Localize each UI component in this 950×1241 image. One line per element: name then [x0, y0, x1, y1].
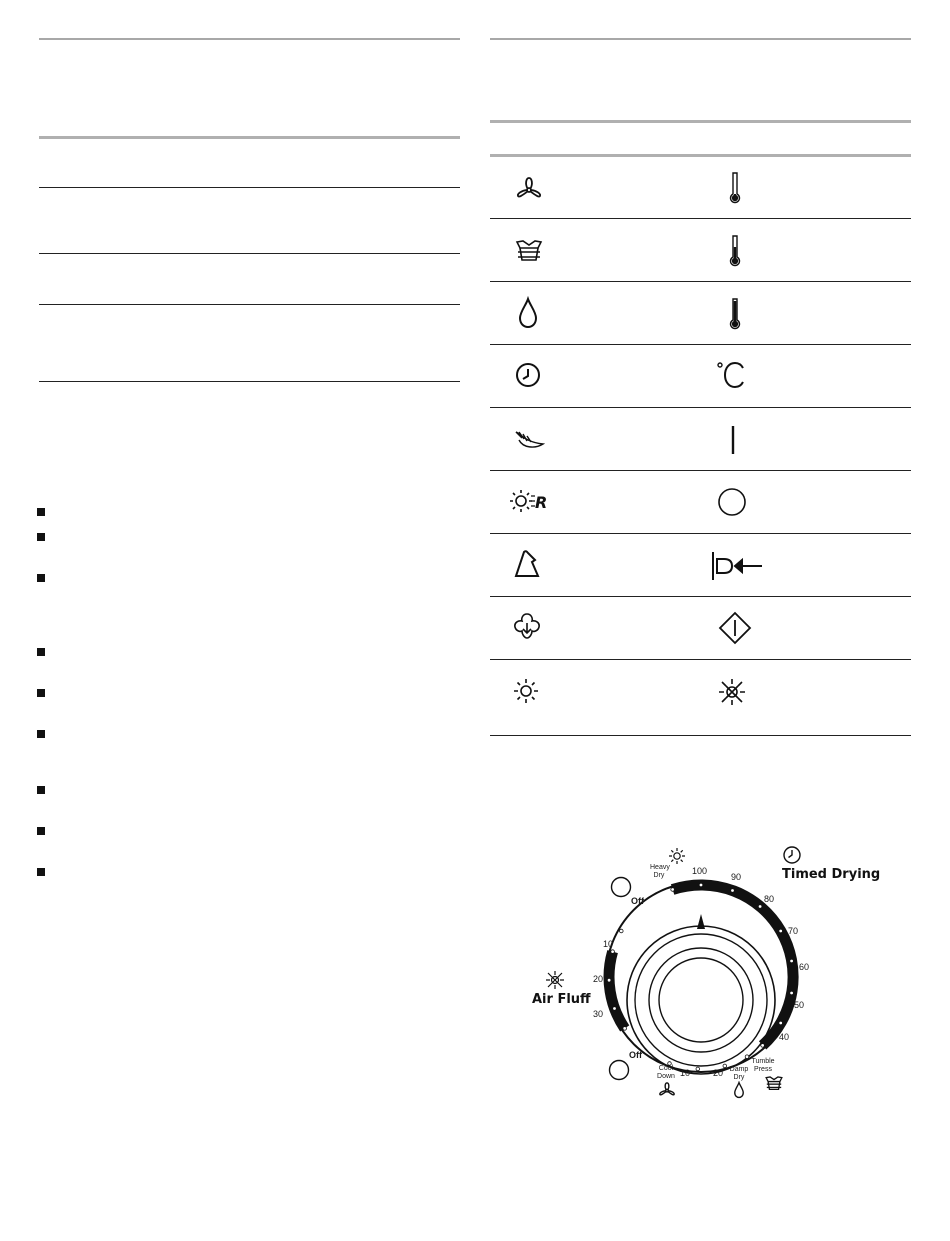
timed-drying-clock-icon: [782, 845, 802, 865]
left-row-rule-3: [39, 304, 460, 305]
thermometer-high-icon: [728, 296, 742, 330]
dial-tick-dot: [699, 883, 703, 887]
cool-down-label: Down: [657, 1073, 675, 1080]
bullet-marker: [37, 786, 45, 794]
cool-down-fan-icon: [658, 1081, 676, 1099]
cool-down-number: 20: [713, 1068, 724, 1078]
dial-tick-dot: [758, 905, 762, 909]
bullet-marker: [37, 508, 45, 516]
air-fluff-label: Air Fluff: [532, 992, 591, 1007]
left-row-rule-2: [39, 253, 460, 254]
symbol-row-rule: [490, 596, 911, 597]
dial-tick-dot: [607, 978, 611, 982]
push-in-icon: [710, 550, 766, 582]
timed-number: 50: [794, 1000, 805, 1010]
bullet-marker: [37, 689, 45, 697]
dial-tick-dot: [745, 1055, 749, 1059]
tumble-press-small-icon: [764, 1075, 784, 1092]
bullet-marker: [37, 827, 45, 835]
off-label: Off: [631, 896, 644, 906]
thermometer-medium-icon: [728, 233, 742, 267]
symbol-table-subheader-rule: [490, 154, 911, 157]
symbol-row-rule: [490, 470, 911, 471]
symbol-row-rule: [490, 407, 911, 408]
fan-icon: [515, 175, 543, 203]
dial-tick-dot: [623, 1027, 627, 1031]
symbol-row-rule: [490, 659, 911, 660]
symbol-row-rule: [490, 533, 911, 534]
timed-number: 40: [779, 1032, 790, 1042]
bullet-marker: [37, 868, 45, 876]
dial-tick-dot: [723, 1064, 727, 1068]
dial-tick-dot: [731, 889, 735, 893]
damp-dry-droplet-icon: [733, 1081, 745, 1099]
dial-tick-dot: [611, 950, 615, 954]
sun-icon: [512, 677, 540, 705]
timed-number: 60: [799, 962, 810, 972]
left-header-rule: [39, 38, 460, 40]
feather-icon: [513, 428, 545, 452]
svg-text:R: R: [535, 493, 548, 512]
damp-dry-label: Damp: [729, 1066, 749, 1073]
sun-r-icon: [505, 487, 551, 515]
air-fluff-icon: [544, 970, 566, 990]
timed-drying-label: Timed Drying: [782, 867, 881, 882]
sun-crossed-icon: [716, 676, 748, 708]
air-fluff-number: 20: [593, 974, 604, 984]
timed-number: 90: [731, 872, 742, 882]
on-line-icon: [729, 424, 737, 456]
wrinkle-shield-icon: [513, 548, 541, 580]
droplet-icon: [517, 296, 539, 330]
damp-dry-label: Dry: [733, 1074, 745, 1081]
bullet-marker: [37, 648, 45, 656]
cool-down-label: Cool: [658, 1065, 674, 1072]
symbol-row-rule: [490, 218, 911, 219]
thermometer-low-icon: [728, 170, 742, 204]
tumble-press-label: Press: [754, 1066, 772, 1073]
left-section-rule: [39, 136, 460, 139]
timed-number: 80: [764, 894, 775, 904]
timed-number: 70: [788, 926, 799, 936]
bullet-marker: [37, 730, 45, 738]
dial-tick-dot: [761, 1044, 765, 1048]
dial-tick-dot: [671, 888, 675, 892]
symbol-table-bottom-rule: [490, 735, 911, 736]
degrees-celsius-icon: [716, 360, 750, 390]
dial-tick-dot: [790, 991, 794, 995]
dial-tick-dot: [790, 959, 794, 963]
left-row-rule-1: [39, 187, 460, 188]
dial-pointer-icon: [697, 914, 705, 929]
tumble-press-label: Tumble: [751, 1058, 775, 1065]
off-bottom-circle-icon: [608, 1059, 630, 1081]
cool-down-number: 10: [680, 1068, 691, 1078]
timed-number: 100: [692, 866, 708, 876]
off-label: Off: [629, 1050, 642, 1060]
right-header-rule: [490, 38, 911, 40]
heavy-dry-label: Heavy: [650, 864, 670, 871]
dial-tick-dot: [779, 1021, 783, 1025]
symbol-row-rule: [490, 281, 911, 282]
dial-tick-dot: [613, 1007, 617, 1011]
bullet-marker: [37, 533, 45, 541]
off-circle-icon: [716, 486, 748, 518]
clock-icon: [514, 361, 542, 389]
off-top-circle-icon: [610, 876, 632, 898]
symbol-table-header-rule: [490, 120, 911, 123]
symbol-row-rule: [490, 344, 911, 345]
heavy-dry-sun-icon: [668, 847, 686, 865]
air-fluff-number: 30: [593, 1009, 604, 1019]
cotton-icon: [511, 611, 543, 641]
dial-tick-dot: [620, 929, 624, 933]
air-fluff-number: 10: [603, 939, 614, 949]
start-icon: [718, 611, 752, 645]
heavy-dry-label: Dry: [653, 872, 665, 879]
bullet-marker: [37, 574, 45, 582]
left-row-rule-4: [39, 381, 460, 382]
dial-tick-dot: [779, 929, 783, 933]
tumble-press-icon: [514, 238, 544, 264]
dial-tick-dot: [696, 1067, 700, 1071]
